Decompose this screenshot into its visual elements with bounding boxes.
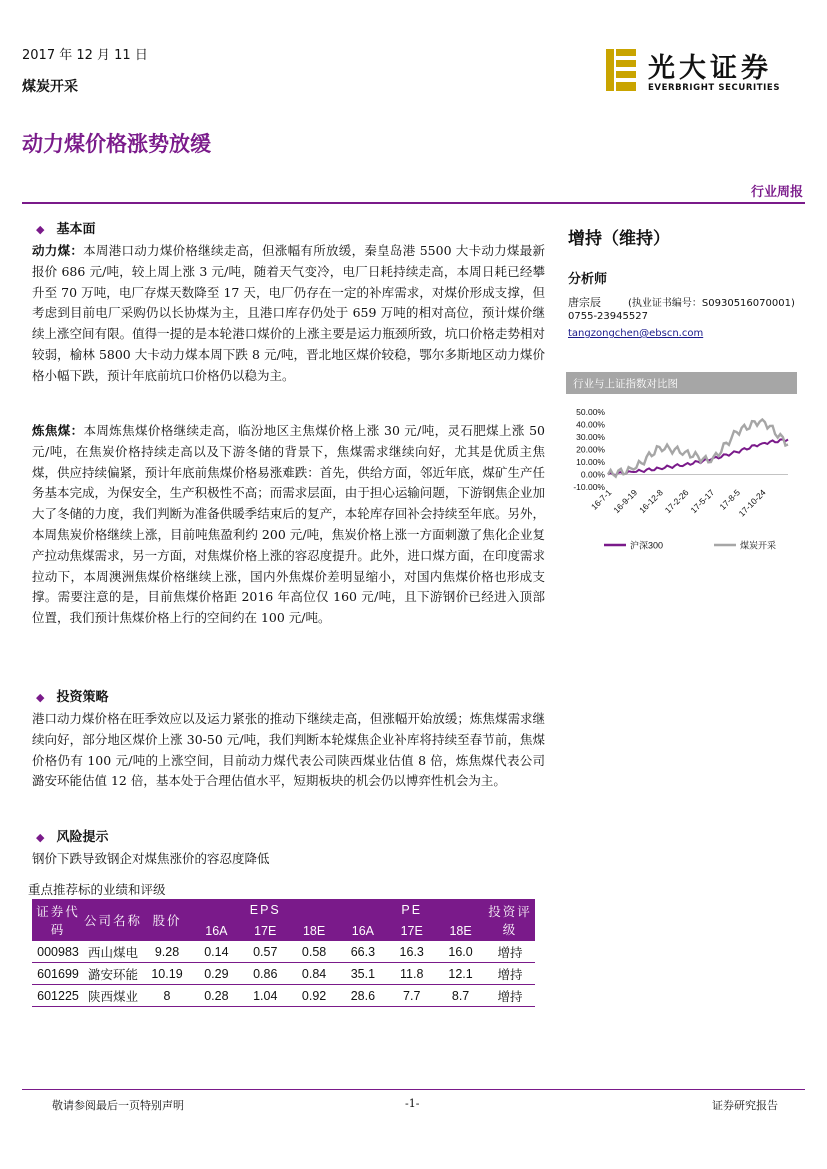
footer-divider [22,1089,805,1090]
cell-eps: 0.14 [192,941,241,963]
footer-report-label: 证券研究报告 [712,1099,778,1112]
header-eps-year: 18E [290,920,339,941]
series-line-coal-mining [608,420,788,477]
legend-label: 煤炭开采 [740,540,777,551]
footer-disclaimer: 敬请参阅最后一页特别声明 [52,1099,184,1112]
legend-label: 沪深300 [630,540,664,551]
cell-eps: 0.86 [241,963,290,985]
header-code: 证券代码 [32,899,84,941]
strategy-paragraph: 港口动力煤价格在旺季效应以及运力紧张的推动下继续走高，但涨幅开始放缓；炼焦煤需求继续向好，部分地区煤价上涨 30-50 元/吨，我们判断本轮煤焦企业补库将持续至春节前，焦煤价格仍有 100 元/吨的上涨空间，目前动力煤代表公司陕西煤业估值 8 倍，炼焦煤代表公司潞安环能估值 12 倍，基本处于合理估值水平，短期板块的机会仍以博弈性机会为主。 [32,711,545,789]
cell-pe: 11.8 [387,963,436,985]
x-tick-label: 16-7-1 [588,487,614,512]
header-pe: PE [338,899,485,920]
header-eps-year: 17E [241,920,290,941]
table-row [32,963,535,985]
header-rating: 投资评级 [485,899,535,941]
header-pe-year: 17E [387,920,436,941]
heading-text: 基本面 [56,222,96,237]
y-tick-label: 50.00% [576,407,605,417]
x-tick-label: 16-12-8 [637,487,665,516]
cell-pe: 35.1 [338,963,387,985]
stock-table [32,899,535,1007]
cell-pe: 28.6 [338,985,387,1007]
coking-coal-label: 炼焦煤： [32,423,84,438]
cell-eps: 0.57 [241,941,290,963]
chart-title: 行业与上证指数对比图 [573,378,678,390]
header-pe-year: 18E [436,920,485,941]
x-tick-label: 16-9-19 [611,487,640,516]
cell-rating: 增持 [485,941,535,963]
y-tick-label: 20.00% [576,444,605,455]
cell-pe: 66.3 [338,941,387,963]
cell-code: 601699 [32,963,84,985]
page-number: -1- [405,1097,420,1110]
cell-code: 000983 [32,941,84,963]
x-tick-label: 17-5-17 [688,487,717,516]
cell-name: 西山煤电 [84,941,142,963]
header-pe-year: 16A [338,920,387,941]
y-tick-label: 30.00% [576,432,605,442]
index-comparison-chart [560,400,810,560]
header-divider [22,202,805,204]
cell-pe: 12.1 [436,963,485,985]
rating-label: 增持（维持） [568,229,670,249]
cell-code: 601225 [32,985,84,1007]
cell-eps: 0.92 [290,985,339,1007]
analyst-email-link[interactable]: tangzongchen@ebscn.com [568,328,704,339]
cell-pe: 16.3 [387,941,436,963]
table-row [32,985,535,1007]
header-price: 股价 [142,899,192,941]
cell-pe: 8.7 [436,985,485,1007]
cell-pe: 7.7 [387,985,436,1007]
heading-text: 风险提示 [56,830,109,845]
risk-paragraph: 钢价下跌导致钢企对煤焦涨价的容忍度降低 [32,851,270,866]
section-heading-strategy [36,686,108,705]
diamond-bullet-icon: ◆ [36,223,45,236]
cell-name: 陕西煤业 [84,985,142,1007]
header-eps-year: 16A [192,920,241,941]
cell-name: 潞安环能 [84,963,142,985]
page-title: 动力煤价格涨势放缓 [22,132,211,156]
cell-pe: 16.0 [436,941,485,963]
report-date: 2017 年 12 月 11 日 [22,48,148,63]
coking-coal-text: 本周炼焦煤价格继续走高，临汾地区主焦煤价格上涨 30 元/吨，灵石肥煤上涨 50 元/吨，在焦炭价格持续走高以及下游冬储的背景下，焦煤需求继续向好，尤其是优质主焦煤，供应持续偏紧，预计年底前焦煤价格易涨难跌：首先，供给方面，邻近年底，煤矿生产任务基本完成，为保安全，生产积极性不高；而需求层面，由于担心运输问题，下游钢焦企业加大了冬储的力度，我们判断为准备供暖季结束后的复产，本轮库存回补会持续至年底。另外，本周焦炭价格继续上涨，目前吨焦盈利约 200 元/吨，焦炭价格上涨一方面刺激了焦化企业复产拉动焦煤需求，另一方面，对焦煤价格上涨的容忍度提升。此外，进口煤方面，在印度需求拉动下，本周澳洲焦煤价格继续上涨，国内外焦煤价差明显缩小，对国内焦煤价格也形成支撑。需要注意的是，目前焦煤价格距 2016 年高位仅 160 元/吨，且下游钢价已经进入顶部位置，我们预计焦煤价格上行的空间约在 100 元/吨。 [32,423,545,626]
logo-text-cn: 光大证券 [648,53,772,84]
everbright-logo-icon [606,49,638,91]
y-tick-label: 40.00% [576,419,605,430]
analyst-phone: 0755-23945527 [568,311,648,322]
diamond-bullet-icon: ◆ [36,831,45,844]
cell-rating: 增持 [485,985,535,1007]
report-type-label: 行业周报 [750,185,803,200]
analyst-heading: 分析师 [568,272,608,287]
section-heading-risk [36,826,108,845]
cell-price: 8 [142,985,192,1007]
diamond-bullet-icon: ◆ [36,691,45,704]
header-company: 公司名称 [84,899,142,941]
x-tick-label: 17-8-5 [717,487,742,512]
thermal-coal-label: 动力煤： [32,243,84,258]
cell-eps: 0.29 [192,963,241,985]
logo-text-en: EVERBRIGHT SECURITIES [648,83,781,93]
section-heading-basics [36,218,95,237]
y-tick-label: 0.00% [580,469,605,480]
analyst-certificate: (执业证书编号：S0930516070001) [628,298,795,309]
cell-price: 10.19 [142,963,192,985]
table-row [32,941,535,963]
y-tick-label: -10.00% [573,482,605,492]
sector-label: 煤炭开采 [22,79,78,95]
cell-price: 9.28 [142,941,192,963]
cell-eps: 0.58 [290,941,339,963]
cell-rating: 增持 [485,963,535,985]
thermal-coal-text: 本周港口动力煤价格继续走高，但涨幅有所放缓，秦皇岛港 5500 大卡动力煤最新报价 686 元/吨，较上周上涨 3 元/吨，随着天气变冷，电厂日耗持续走高，本周日耗已经攀升至 70 万吨，电厂存煤天数降至 17 天，电厂仍存在一定的补库需求，对煤价形成支撑，但考虑到目前电厂采购仍以长协煤为主，且港口库存仍处于 659 万吨的相对高位，预计煤价继续上涨空间有限。值得一提的是本轮港口煤价的上涨主要是运力瓶颈所致，坑口价格走势相对较弱，榆林 5800 大卡动力煤本周下跌 8 元/吨，晋北地区煤价较稳，鄂尔多斯地区动力煤价格小幅下跌，预计年底前坑口价格仍以稳为主。 [32,243,545,383]
thermal-coal-paragraph [32,241,545,387]
heading-text: 投资策略 [56,690,109,705]
analyst-name: 唐宗辰 [568,296,601,309]
cell-eps: 0.84 [290,963,339,985]
coking-coal-paragraph [32,421,545,629]
table-title: 重点推荐标的业绩和评级 [28,882,166,897]
cell-eps: 0.28 [192,985,241,1007]
x-tick-label: 17-10-24 [736,487,768,519]
cell-eps: 1.04 [241,985,290,1007]
y-tick-label: 10.00% [576,457,605,467]
header-eps: EPS [192,899,338,920]
x-tick-label: 17-2-26 [662,487,691,516]
